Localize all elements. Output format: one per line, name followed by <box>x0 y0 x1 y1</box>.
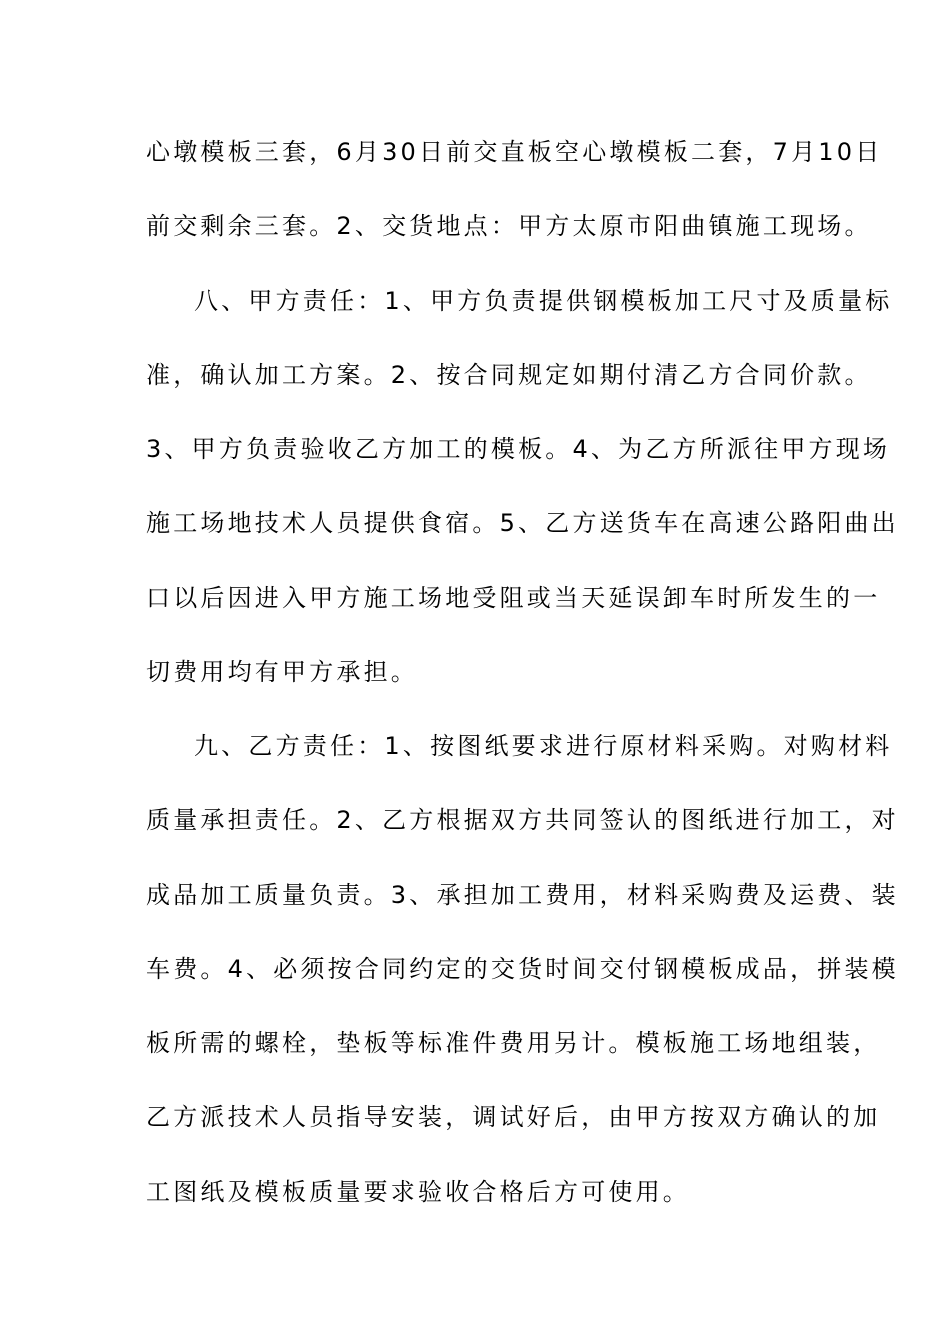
text-line-15: 工图纸及模板质量要求验收合格后方可使用。 <box>146 1178 690 1206</box>
text-line-4: 准，确认加工方案。2、按合同规定如期付清乙方合同价款。 <box>146 361 872 389</box>
text-line-3: 八、甲方责任：1、甲方负责提供钢模板加工尺寸及质量标 <box>194 287 893 315</box>
text-line-6: 施工场地技术人员提供食宿。5、乙方送货车在高速公路阳曲出 <box>146 509 899 537</box>
text-line-13: 板所需的螺栓，垫板等标准件费用另计。模板施工场地组装， <box>146 1029 881 1057</box>
text-line-5: 3、甲方负责验收乙方加工的模板。4、为乙方所派往甲方现场 <box>146 435 891 463</box>
text-line-10: 质量承担责任。2、乙方根据双方共同签认的图纸进行加工，对 <box>146 806 899 834</box>
text-line-9: 九、乙方责任：1、按图纸要求进行原材料采购。对购材料 <box>194 732 893 760</box>
text-line-7: 口以后因进入甲方施工场地受阻或当天延误卸车时所发生的一 <box>146 584 881 612</box>
text-line-14: 乙方派技术人员指导安装，调试好后，由甲方按双方确认的加 <box>146 1103 881 1131</box>
text-line-1: 心墩模板三套，6月30日前交直板空心墩模板二套，7月10日 <box>146 138 883 166</box>
text-line-8: 切费用均有甲方承担。 <box>146 658 418 686</box>
text-line-11: 成品加工质量负责。3、承担加工费用，材料采购费及运费、装 <box>146 881 899 909</box>
text-line-2: 前交剩余三套。2、交货地点：甲方太原市阳曲镇施工现场。 <box>146 212 872 240</box>
text-line-12: 车费。4、必须按合同约定的交货时间交付钢模板成品，拼装模 <box>146 955 899 983</box>
